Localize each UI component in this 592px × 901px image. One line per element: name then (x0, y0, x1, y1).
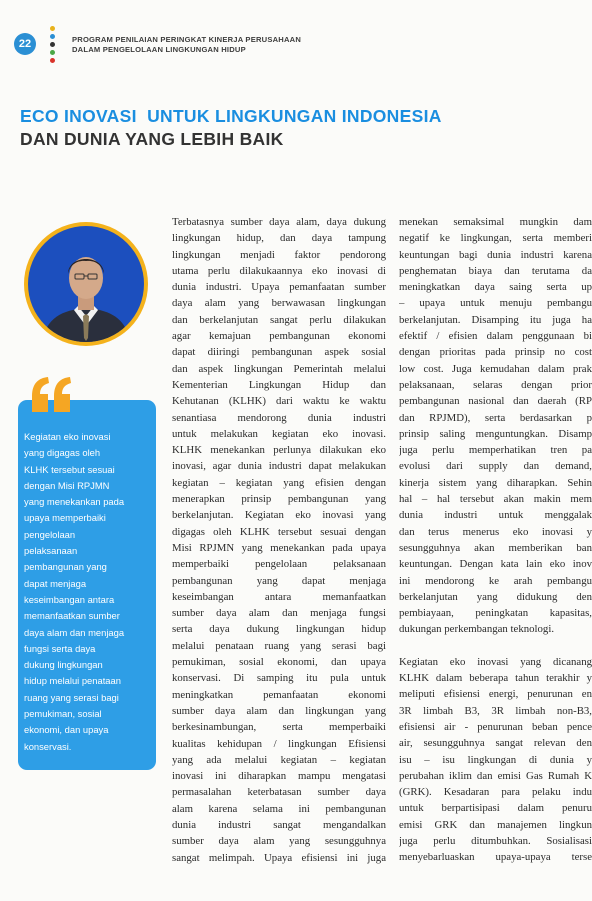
body-text-line: Kegiatan eko inovasi yang dicanang (399, 655, 592, 668)
body-text-line: berkelanjutan. Kegiatan eko inovasi yang (172, 509, 386, 522)
body-text-line: Kementerian Lingkungan Hidup dan (172, 378, 386, 391)
body-text-line: meningkatkan daya saing serta up (399, 281, 592, 294)
pull-quote-line: keseimbangan antara (24, 593, 115, 605)
pull-quote-line: fungsi serta daya (24, 642, 96, 654)
body-text-line: evolusi dari supply dan demand, (399, 460, 592, 473)
running-header-line1: PROGRAM PENILAIAN PERINGKAT KINERJA PERUSAHAAN (72, 35, 302, 44)
body-text-line: juga perlu ditumbuhkan. Sosialisasi (399, 834, 592, 847)
body-text-line: kegiatan – kegiatan yang efisien dengan (172, 476, 386, 489)
body-text-line: permasalahan keterbatasan sumber daya (172, 786, 386, 799)
body-text-line: dan terus menerus eko inovasi y (399, 525, 592, 538)
page-number-badge (14, 33, 36, 55)
body-text-line: (GRK). Kesadaran para pelaku indu (399, 786, 592, 799)
body-text-line: dunia industri sangat mengandalkan (172, 818, 386, 831)
article-title-line1: ECO INOVASI UNTUK LINGKUNGAN INDONESIA (20, 106, 442, 126)
body-text-line: keseimbangan antara memanfaatkan (172, 590, 386, 603)
pull-quote-line: Kegiatan eko inovasi (24, 431, 111, 442)
pull-quote-line: memanfaatkan sumber (24, 610, 120, 622)
running-header (72, 35, 301, 55)
body-text-line: dan aspek lingkungan Pemerintah melalui (172, 362, 386, 375)
body-text-line: 3R limbah B3, 3R limbah non-B3, (399, 704, 592, 717)
body-text-line: memperbaiki pengelolaan pelaksanaan (172, 558, 386, 571)
author-portrait (24, 222, 148, 346)
body-text-line: pelaksanaan, selaras dengan prior (399, 378, 592, 391)
body-text-line: dengan prioritas pada prinsip no cost (399, 346, 592, 359)
body-text-line: meningkatkan pemanfaatan ekonomi (172, 688, 386, 701)
body-column-2 (399, 214, 592, 879)
body-text-line: KLHK menekankan perlunya dilakukan eko (172, 444, 386, 457)
body-text-line: emisi GRK dan manajemen lingkun (399, 818, 592, 831)
pull-quote-line: yang menekankan pada (24, 496, 125, 508)
body-text-line: inovasi, agar dunia industri dapat melakukan (172, 460, 386, 473)
body-text-line: sangat melimpah. Upaya efisiensi ini juga (172, 851, 386, 864)
body-text-line: air, sesungguhnya sangat relevan den (399, 737, 592, 750)
body-text-line: dunia industri untuk menggalak (399, 509, 592, 522)
body-text-line: pembangunan nasional dan daerah (RP (399, 395, 592, 408)
body-text-line: daya alam yang berwawasan lingkungan (172, 297, 386, 310)
body-text-line: dan berkelanjutan sangat perlu dilakukan (172, 313, 386, 326)
body-text-line: lingkungan menjadi faktor pendorong (172, 248, 386, 261)
body-text-line: keuntungan bagi dunia industri karena (399, 248, 592, 261)
body-text-line: menekan semaksimal mungkin dam (399, 216, 592, 228)
body-text-line: sumber daya alam dan menjaga fungsi (172, 607, 386, 620)
body-text-line: ini mendorong ke arah pembangu (399, 574, 592, 587)
body-text-line: sesungguhnya akan memberikan ban (399, 541, 592, 554)
body-text-line: low cost. Juga kemudahan dalam prak (399, 362, 592, 375)
pull-quote-line: yang digagas oleh (24, 447, 101, 459)
body-text-line: Terbatasnya sumber daya alam, daya dukung (172, 216, 386, 228)
pull-quote-line: upaya memperbaiki (24, 512, 106, 524)
pull-quote-line: KLHK tersebut sesuai (24, 463, 115, 475)
body-text-line: alam karena selama ini pembangunan (172, 802, 386, 815)
body-text-line: untuk berpartisipasi dalam penuru (399, 802, 592, 815)
quote-mark-icon (30, 376, 74, 414)
body-text-line: Misi RPJMN yang menekankan pada upaya (172, 541, 386, 554)
body-text-line: penghematan biaya dan terutama da (399, 264, 592, 277)
body-text-line: dan RPJMD), serta berdasarkan p (399, 411, 592, 424)
body-text-line: konservasi. Di samping itu pula untuk (172, 672, 386, 685)
body-text-line: efisiensi air - penurunan beban pence (399, 720, 592, 733)
header-dot (50, 34, 55, 39)
body-text-line: yang ada melalui kegiatan – kegiatan (172, 753, 386, 766)
body-text-line: inovasi ini diharapkan mampu mengatasi (172, 770, 386, 783)
body-text-line: isu – isu lingkungan di dunia y (399, 753, 592, 766)
body-text-line: negatif ke lingkungan, serta memberi (399, 232, 592, 245)
portrait-photo (28, 226, 144, 342)
pull-quote-line: dukung lingkungan (24, 659, 103, 671)
header-dot (50, 50, 55, 55)
pull-quote-line: konservasi. (24, 740, 72, 752)
body-text-line: sumber daya alam dan lingkungan yang (172, 704, 386, 717)
body-column-1 (172, 214, 386, 879)
pull-quote-line: hidup melalui penataan (24, 675, 121, 687)
body-text-line: – upaya untuk menuju pembangu (399, 297, 592, 310)
body-text-line: menyebarluaskan upaya-upaya terse (399, 851, 592, 864)
body-text-line: keuntungan. Dengan kata lain eko inov (399, 558, 592, 571)
body-text-line: Kehutanan (KLHK) dari waktu ke waktu (172, 395, 386, 408)
body-text-line: serta daya dukung lingkungan hidup (172, 623, 386, 636)
body-text-line: efektif / efisien dalam penggunaan bi (399, 330, 592, 343)
body-text-line: dapat diiringi pembangunan aspek sosial (172, 346, 386, 359)
body-text-line: dukungan perkembangan teknologi. (399, 623, 555, 636)
body-text-line: juga perlu memperhatikan tren pa (399, 444, 592, 457)
body-text-line: perubahan iklim dan emisi Gas Rumah K (399, 769, 592, 782)
page-number: 22 (18, 38, 32, 50)
body-text-line: KLHK dalam beberapa tahun terakhir y (399, 672, 592, 685)
body-text-line: senantiasa mendorong dunia industri (172, 411, 386, 424)
body-text-line: kualitas kehidupan / lingkungan Efisiensi (172, 737, 386, 750)
pull-quote-line: daya alam dan menjaga (24, 626, 125, 638)
body-text-line: berkesinambungan, serta memperbaiki (172, 721, 386, 734)
pull-quote-line: pemukiman, sosial (24, 708, 102, 720)
pull-quote-line: dengan Misi RPJMN (24, 479, 110, 491)
pull-quote-text (24, 429, 149, 755)
header-dot (50, 26, 55, 31)
body-text-line: untuk melakukan kegiatan eko inovasi. (172, 427, 386, 440)
running-header-line2: DALAM PENGELOLAAN LINGKUNGAN HIDUP (72, 45, 246, 54)
body-text-line: agar kemajuan pembangunan ekonomi (172, 330, 386, 343)
pull-quote-line: pengelolaan (24, 528, 76, 540)
header-dots (50, 26, 56, 66)
pull-quote-line: pembangunan yang (24, 561, 107, 573)
body-text-line: sumber daya alam yang sesungguhnya (172, 835, 386, 848)
pull-quote-line: ekonomi, dan upaya (24, 724, 109, 736)
header-dot (50, 42, 55, 47)
body-text-line: hal – hal tersebut akan makin mem (399, 493, 592, 506)
person-silhouette-icon (28, 226, 144, 342)
pull-quote-line: dapat menjaga (24, 577, 87, 589)
body-text-line: utama perlu dilakukaannya eko inovasi di (172, 264, 386, 277)
body-text-line: pemukiman, sosial ekonomi, dan upaya (172, 656, 386, 669)
body-text-line: pembangunan yang dapat menjaga (172, 574, 386, 587)
pull-quote-line: ruang yang serasi bagi (24, 691, 119, 703)
pull-quote-line: pelaksanaan (24, 545, 78, 557)
body-text-line: melalui penataan ruang yang serasi bagi (172, 639, 386, 652)
body-text-line: kinerja sistem yang diharapkan. Sehin (399, 476, 592, 489)
body-text-line: lingkungan hidup, dan daya tampung (172, 232, 386, 245)
body-text-line: prinsip saling menguntungkan. Disamp (399, 427, 592, 440)
paragraph-gap (399, 638, 592, 654)
header-dot (50, 58, 55, 63)
body-text-line: menerapkan prinsip pembangunan yang (172, 493, 386, 506)
body-text-line: meliputi efisiensi energi, penurunan en (399, 688, 592, 701)
article-title-line2: DAN DUNIA YANG LEBIH BAIK (20, 129, 284, 149)
body-text-line: berkelanjutan. Disamping itu juga ha (399, 313, 592, 326)
body-text-line: pembiayaan, peningkatan kapasitas, (399, 607, 592, 620)
body-text-line: digagas oleh KLHK tersebut sesuai dengan (172, 525, 386, 538)
body-text-line: berkelanjutan yang didukung den (399, 590, 592, 603)
body-text-line: dunia industri. Upaya pemanfaatan sumber (172, 281, 386, 294)
